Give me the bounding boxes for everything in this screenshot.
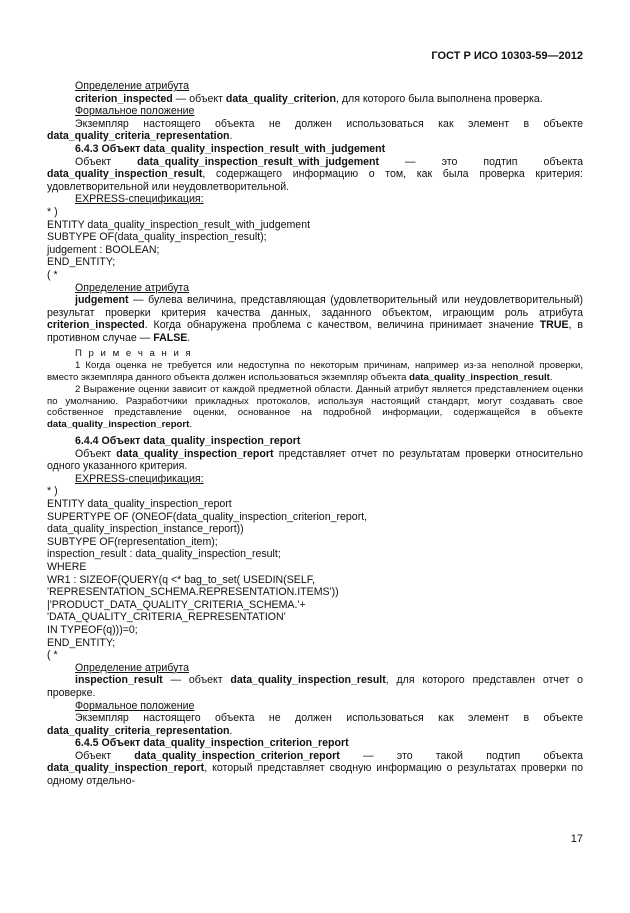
inspection-result-definition: inspection_result — объект data_quality_inspection_result, для которого представлен отчет о проверке. <box>47 674 583 699</box>
section-heading-6-4-3: 6.4.3 Объект data_quality_inspection_result_with_judgement <box>75 142 386 155</box>
code-line: ENTITY data_quality_inspection_report <box>47 498 232 511</box>
page-number: 17 <box>570 833 583 845</box>
code-line: SUBTYPE OF(data_quality_inspection_result); <box>47 231 267 244</box>
code-line: ( * <box>47 649 58 662</box>
section-6-4-4-text: Объект data_quality_inspection_report представляет отчет по результатам проверки относительно одного указанного критерия. <box>47 447 583 473</box>
section-heading-6-4-4: 6.4.4 Объект data_quality_inspection_report <box>75 435 301 448</box>
express-spec-label: EXPRESS-спецификация: <box>75 472 204 485</box>
code-line: END_ENTITY; <box>47 636 116 649</box>
code-line: 'DATA_QUALITY_CRITERIA_REPRESENTATION' <box>47 611 286 624</box>
page-content <box>47 80 583 788</box>
formal-proposition-text: Экземпляр настоящего объекта не должен использоваться как элемент в объекте data_quality_criteria_representation. <box>47 712 583 737</box>
judgement-definition: judgement — булева величина, представляющая (удовлетворительный или неудовлетворительный) результат проверки критерия качества данных, заданного объектом, играющим роль атрибута criterion_inspected. Когда обнаружена проблема с качеством, величина принимает значение TRUE, в противном случае — FALSE. <box>47 294 583 344</box>
attribute-definition-label: Определение атрибута <box>75 281 190 294</box>
document-id-header: ГОСТ Р ИСО 10303-59—2012 <box>431 50 583 62</box>
express-code-block-1 <box>47 206 583 282</box>
attribute-definition-label: Определение атрибута <box>75 661 190 674</box>
express-spec-label: EXPRESS-спецификация: <box>75 193 204 206</box>
code-line: data_quality_inspection_instance_report)) <box>47 523 244 536</box>
section-heading-6-4-5: 6.4.5 Объект data_quality_inspection_criterion_report <box>75 737 349 750</box>
section-6-4-5-text: Объект data_quality_inspection_criterion_report — это такой подтип объекта data_quality_inspection_report, который представляет сводную информацию о результатах проверки по одному отдельно- <box>47 749 583 788</box>
code-line: inspection_result : data_quality_inspection_result; <box>47 548 281 561</box>
section-6-4-3-text: Объект data_quality_inspection_result_with_judgement — это подтип объекта data_quality_inspection_result, содержащего информацию о том, как была проверка критерия: удовлетворительной или неудовлетворительной. <box>47 155 583 193</box>
code-line: IN TYPEOF(q)))=0; <box>47 623 138 636</box>
code-line: SUPERTYPE OF (ONEOF(data_quality_inspection_criterion_report, <box>47 510 368 523</box>
code-line: WR1 : SIZEOF(QUERY(q <* bag_to_set( USEDIN(SELF, <box>47 573 315 586</box>
code-line: END_ENTITY; <box>47 256 116 269</box>
note-2: 2 Выражение оценки зависит от каждой предметной области. Данный атрибут является представлением оценки по умолчанию. Разработчики прикладных протоколов, используя настоящий стандарт, могут создавать свое собственное представление оценки, основанное на подробной информации, содержащейся в объекте data_quality_inspection_report. <box>47 383 583 431</box>
attribute-definition-label: Определение атрибута <box>75 80 190 92</box>
code-line: WHERE <box>47 560 87 573</box>
code-line: * ) <box>47 205 58 218</box>
code-line: judgement : BOOLEAN; <box>47 243 160 256</box>
code-line: SUBTYPE OF(representation_item); <box>47 535 218 548</box>
code-line: * ) <box>47 485 58 498</box>
code-line: 'REPRESENTATION_SCHEMA.REPRESENTATION.ITEMS')) <box>47 586 339 599</box>
criterion-inspected-definition: criterion_inspected — объект data_quality_criterion, для которого была выполнена проверка. <box>75 92 543 105</box>
notes-heading: П р и м е ч а н и я <box>75 348 193 360</box>
formal-proposition-text: Экземпляр настоящего объекта не должен использоваться как элемент в объекте data_quality_criteria_representation. <box>47 117 583 143</box>
code-line: ( * <box>47 268 58 281</box>
note-1: 1 Когда оценка не требуется или недоступна по некоторым причинам, например из-за неполной проверки, вместо экземпляра данного объекта должен использоваться экземпляр объекта data_quality_inspection_result. <box>47 360 583 384</box>
code-line: |'PRODUCT_DATA_QUALITY_CRITERIA_SCHEMA.'+ <box>47 598 306 611</box>
code-line: ENTITY data_quality_inspection_result_with_judgement <box>47 218 311 231</box>
formal-proposition-label: Формальное положение <box>75 105 195 118</box>
express-code-block-2 <box>47 485 583 661</box>
formal-proposition-label: Формальное положение <box>75 699 195 712</box>
